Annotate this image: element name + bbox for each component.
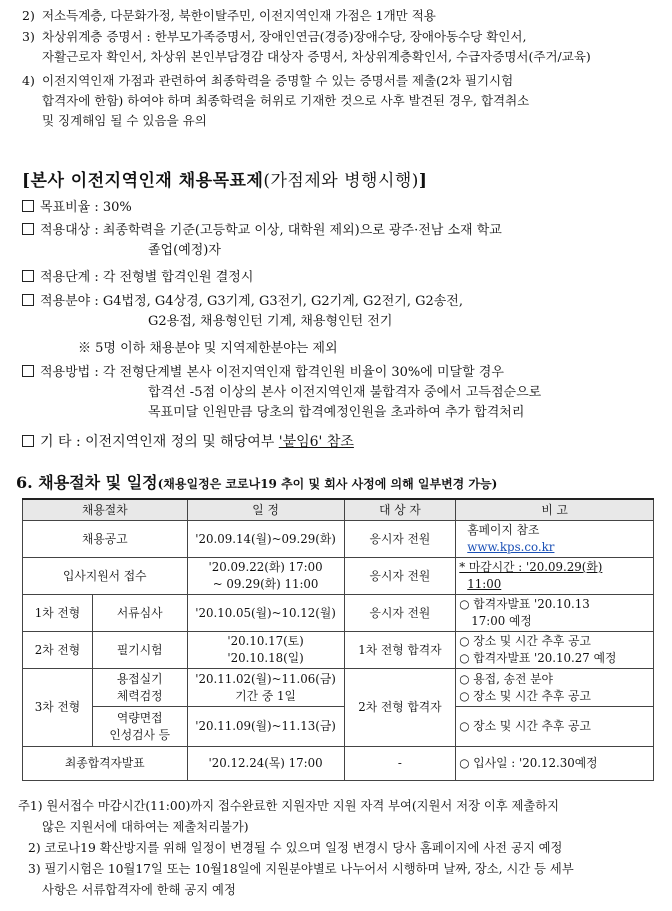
cell-substage <box>92 669 187 707</box>
cell-stage: 채용공고 <box>23 521 188 558</box>
cell-target: 응시자 전원 <box>344 521 456 558</box>
target-system-heading <box>22 166 427 191</box>
item-etc <box>22 432 354 452</box>
cell-note <box>456 632 654 669</box>
note-line: ○ 장소 및 시간 추후 공고 <box>459 688 591 703</box>
date-line: '20.09.22(화) 17:00 <box>208 560 323 574</box>
footnote-3: 3) 필기시험은 10월17일 또는 10월18일에 지원분야별로 나누어서 시행하며 날짜, 장소, 시간 등 세부 <box>28 862 574 876</box>
substage-line: 역량면접 <box>116 710 163 725</box>
substage-line: 용접실기 <box>116 671 163 686</box>
heading-main: [본사 이전지역인재 채용목표제 <box>22 171 264 191</box>
cell-note: ○ 장소 및 시간 추후 공고 <box>456 707 654 747</box>
table-row <box>23 595 654 632</box>
item-eligibility <box>22 221 502 261</box>
cell-date <box>187 558 344 595</box>
note-line: 11:00 <box>467 577 502 591</box>
footnote-1-cont: 않은 지원서에 대하여는 제출처리불가) <box>42 820 249 834</box>
cell-note <box>456 669 654 707</box>
note-text: 저소득계층, 다문화가정, 북한이탈주민, 이전지역인재 가점은 1개만 적용 <box>41 8 436 23</box>
cell-date <box>187 669 344 707</box>
cell-target: 1차 전형 합격자 <box>344 632 456 669</box>
section-title: 6. 채용절차 및 일정 <box>16 473 158 492</box>
item-label-cont: 목표미달 인원만큼 당초의 합격예정인원을 초과하여 추가 합격처리 <box>148 405 525 420</box>
footnote-3-cont: 사항은 서류합격자에 한해 공지 예정 <box>42 883 236 897</box>
checkbox-icon <box>22 223 34 235</box>
table-row <box>23 707 654 747</box>
footnotes <box>18 796 658 901</box>
table-row <box>23 747 654 781</box>
cell-note <box>456 595 654 632</box>
item-label: 기 타 : 이전지역인재 정의 및 해당여부 <box>40 434 279 450</box>
cell-date: '20.11.09(월)~11.13(금) <box>187 707 344 747</box>
cell-target: 2차 전형 합격자 <box>344 669 456 747</box>
heading-end: ] <box>418 171 428 191</box>
heading-sub: (가점제와 병행시행) <box>263 171 419 191</box>
note-line: ○ 합격자발표 '20.10.13 <box>459 597 590 611</box>
checkbox-icon <box>22 365 34 377</box>
schedule-table <box>22 498 654 781</box>
note-line: ○ 장소 및 시간 추후 공고 <box>459 634 591 648</box>
substage-line: 체력검정 <box>116 688 163 703</box>
header-target: 대 상 자 <box>344 499 456 521</box>
table-row <box>23 558 654 595</box>
cell-date: '20.12.24(목) 17:00 <box>187 747 344 781</box>
item-label-cont: 합격선 -5점 이상의 본사 이전지역인재 불합격자 중에서 고득점순으로 <box>148 385 542 400</box>
cell-stage: 3차 전형 <box>23 669 93 747</box>
table-row <box>23 521 654 558</box>
note-text-cont: 합격자에 한함) 하여야 하며 최종학력을 허위로 기재한 것으로 사후 발견된 경우, 합격취소 <box>42 93 530 108</box>
cell-stage: 최종합격자발표 <box>23 747 188 781</box>
note-text: 이전지역인재 가점과 관련하여 최종학력을 증명할 수 있는 증명서를 제출(2차 필기시험 <box>41 73 514 88</box>
cell-stage: 입사지원서 접수 <box>23 558 188 595</box>
substage-line: 인성검사 등 <box>109 727 171 742</box>
header-note: 비 고 <box>456 499 654 521</box>
item-target-ratio <box>22 198 132 218</box>
item-label: 적용단계 : 각 전형별 합격인원 결정시 <box>40 270 254 285</box>
table-row <box>23 632 654 669</box>
appendix-reference: '붙임6' 참조 <box>278 434 354 450</box>
note-3 <box>22 27 652 67</box>
item-method <box>22 363 541 423</box>
cell-note <box>456 558 654 595</box>
cell-date: '20.09.14(월)~09.29(화) <box>187 521 344 558</box>
header-date: 일 정 <box>187 499 344 521</box>
checkbox-icon <box>22 200 34 212</box>
note-text-cont: 자활근로자 확인서, 차상위 본인부담경감 대상자 증명서, 차상위계층확인서, 수급자증명서(주거/교육) <box>42 49 591 64</box>
date-line: ~ 09.29(화) 11:00 <box>212 577 319 591</box>
item-label: 목표비율 : 30% <box>40 200 132 215</box>
note-text-cont: 및 징계해임 될 수 있음을 유의 <box>42 113 207 128</box>
cell-note <box>456 521 654 558</box>
cell-target: - <box>344 747 456 781</box>
item-label: 적용대상 : 최종학력을 기준(고등학교 이상, 대학원 제외)으로 광주·전남 소재 학교 <box>40 223 502 238</box>
note-line: * 마감시간 : '20.09.29(화) <box>459 560 603 574</box>
header-stage: 채용절차 <box>23 499 188 521</box>
item-label-cont: 졸업(예정)자 <box>148 243 221 258</box>
note-number: 2) <box>22 8 35 23</box>
cell-substage: 서류심사 <box>92 595 187 632</box>
cell-date <box>187 632 344 669</box>
section-6-heading <box>16 470 497 493</box>
footnote-1: 주1) 원서접수 마감시간(11:00)까지 접수완료한 지원자만 지원 자격 부여(지원서 저장 이후 제출하지 <box>18 799 560 813</box>
date-line: '20.11.02(월)~11.06(금) <box>195 671 336 686</box>
cell-target: 응시자 전원 <box>344 595 456 632</box>
date-line: '20.10.17(토) <box>227 634 304 648</box>
item-exclusion-note <box>78 339 338 359</box>
note-line: 홈페이지 참조 <box>467 523 540 537</box>
note-line: ○ 용접, 송전 분야 <box>459 671 553 686</box>
note-4 <box>22 71 652 131</box>
item-label-cont: G2용접, 채용형인턴 기계, 채용형인턴 전기 <box>148 314 393 329</box>
cell-substage <box>92 707 187 747</box>
item-label: 적용방법 : 각 전형단계별 본사 이전지역인재 합격인원 비율이 30%에 미달할 경우 <box>40 365 504 380</box>
note-number: 3) <box>22 29 35 44</box>
item-fields <box>22 292 463 332</box>
item-label: 적용분야 : G4법정, G4상경, G3기계, G3전기, G2기계, G2전기, G2송전, <box>40 294 463 309</box>
note-line: ○ 합격자발표 '20.10.27 예정 <box>459 651 617 665</box>
item-label: ※ 5명 이하 채용분야 및 지역제한분야는 제외 <box>78 341 338 356</box>
date-line: 기간 중 1일 <box>235 688 296 703</box>
cell-note: ○ 입사일 : '20.12.30예정 <box>456 747 654 781</box>
cell-stage: 1차 전형 <box>23 595 93 632</box>
note-2 <box>22 6 652 26</box>
footnote-2: 2) 코로나19 확산방지를 위해 일정이 변경될 수 있으며 일정 변경시 당사 홈페이지에 사전 공지 예정 <box>28 841 563 855</box>
cell-stage: 2차 전형 <box>23 632 93 669</box>
checkbox-icon <box>22 270 34 282</box>
table-header-row <box>23 499 654 521</box>
cell-date: '20.10.05(월)~10.12(월) <box>187 595 344 632</box>
checkbox-icon <box>22 435 34 447</box>
table-row <box>23 669 654 707</box>
checkbox-icon <box>22 294 34 306</box>
cell-substage: 필기시험 <box>92 632 187 669</box>
date-line: '20.10.18(일) <box>227 651 304 665</box>
item-stage <box>22 268 253 288</box>
homepage-link[interactable]: www.kps.co.kr <box>467 540 555 554</box>
note-line: 17:00 예정 <box>471 614 532 628</box>
section-subtitle: (채용일정은 코로나19 추이 및 회사 사정에 의해 일부변경 가능) <box>157 477 498 491</box>
note-text: 차상위계층 증명서 : 한부모가족증명서, 장애인연금(경증)장애수당, 장애아동수당 확인서, <box>41 29 527 44</box>
note-number: 4) <box>22 73 35 88</box>
cell-target: 응시자 전원 <box>344 558 456 595</box>
